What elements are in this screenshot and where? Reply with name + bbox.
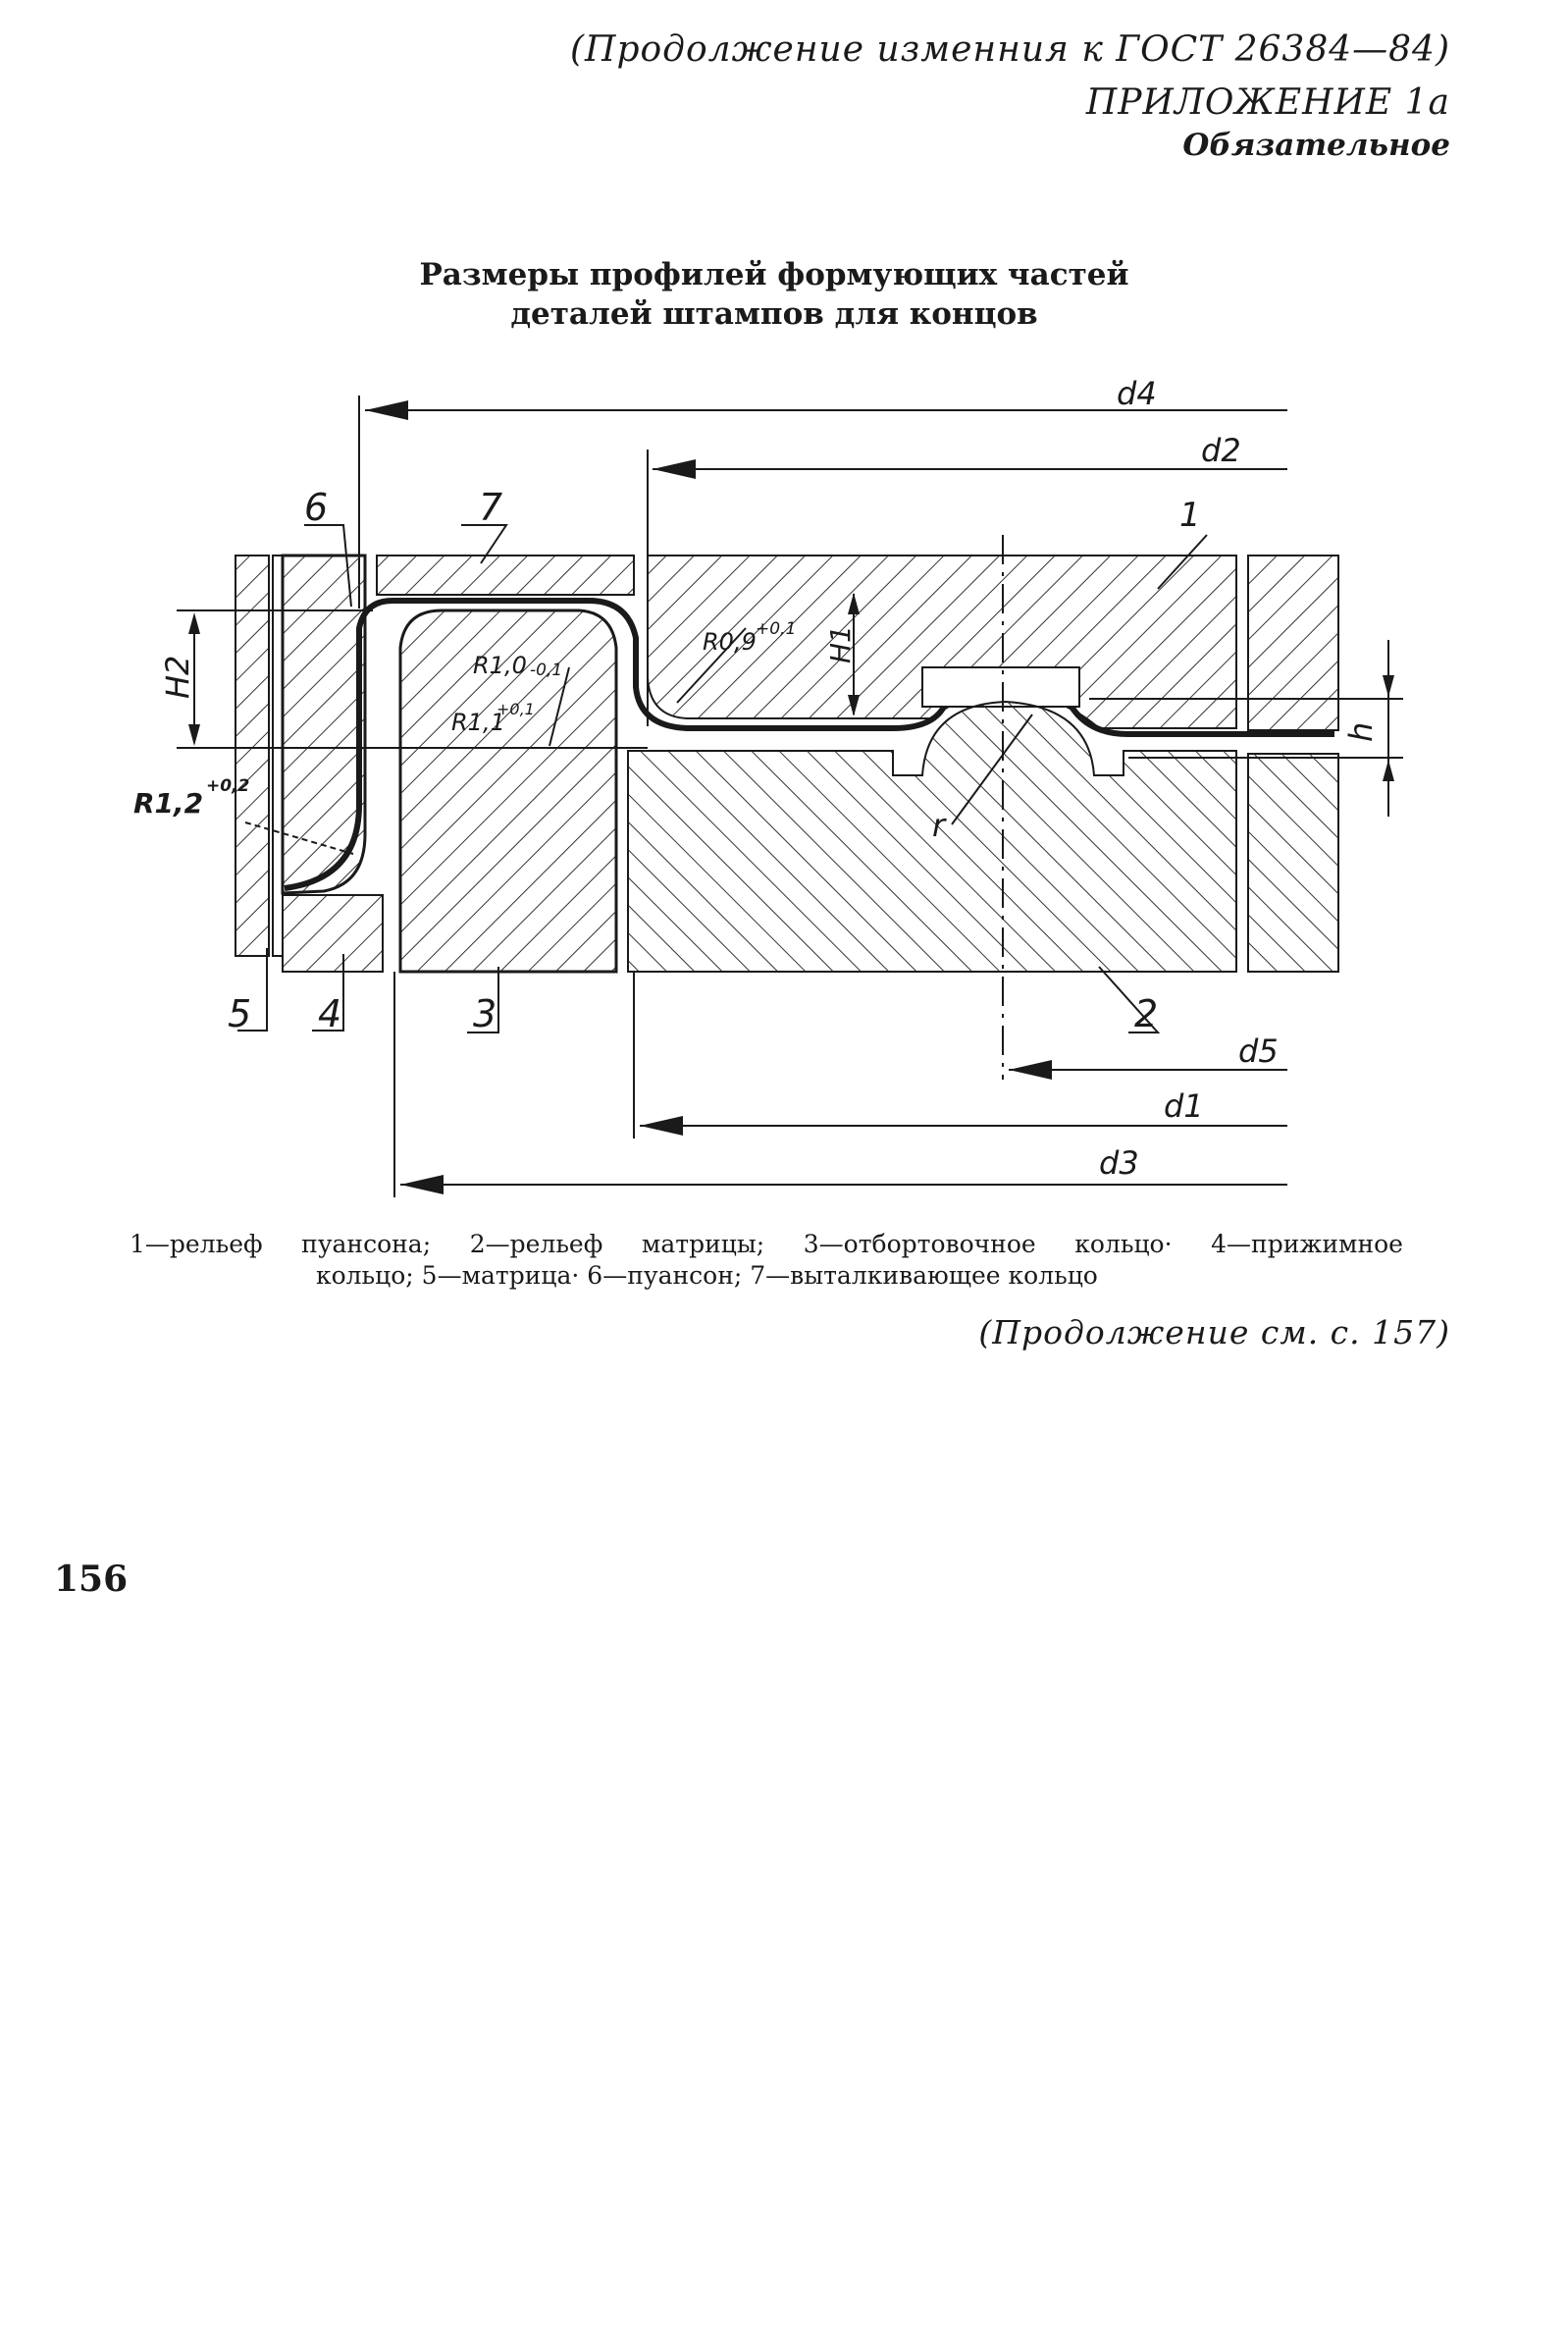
- label-d5: d5: [1238, 1032, 1279, 1070]
- label-d3: d3: [1099, 1144, 1139, 1182]
- caption-word: 3—отбортовочное: [803, 1230, 1036, 1258]
- label-d2: d2: [1201, 432, 1241, 469]
- part-label-7: 7: [479, 486, 503, 529]
- part-label-5: 5: [228, 992, 252, 1035]
- header-continuation: (Продолжение изменния к ГОСТ 26384—84): [570, 29, 1450, 70]
- part-4-pressure-ring: [283, 895, 383, 972]
- label-H1: H1: [824, 625, 857, 663]
- caption-word: матрицы;: [641, 1230, 765, 1258]
- part-label-2: 2: [1134, 992, 1159, 1035]
- part-5-matrix: [235, 556, 269, 956]
- label-r12: R1,2: [133, 787, 204, 820]
- figure-title-line2: деталей штампов для концов: [510, 296, 1038, 332]
- label-r12-tol: +0,2: [206, 776, 250, 796]
- part-label-1: 1: [1179, 496, 1201, 535]
- label-r09: R0,9: [703, 628, 757, 656]
- continuation-note: (Продолжение см. с. 157): [978, 1313, 1450, 1351]
- part-label-4: 4: [318, 992, 342, 1035]
- label-h: h: [1342, 721, 1380, 742]
- label-r09-tol: +0,1: [756, 619, 797, 639]
- label-d1: d1: [1164, 1087, 1204, 1125]
- figure-caption-line1: [130, 1230, 1403, 1258]
- figure-title-line1: Размеры профилей формующих частей: [419, 257, 1129, 292]
- page-number: 156: [54, 1559, 129, 1600]
- part-1-right-block: [1248, 556, 1338, 730]
- caption-word: 4—прижимное: [1211, 1230, 1403, 1258]
- caption-word: кольцо·: [1074, 1230, 1173, 1258]
- label-r11: R1,1: [451, 709, 505, 736]
- part-7-ejector-ring: [377, 556, 634, 595]
- part-label-3: 3: [473, 992, 497, 1035]
- label-d4: d4: [1117, 375, 1157, 412]
- label-r11-tol: +0,1: [497, 700, 535, 718]
- caption-word: пуансона;: [301, 1230, 432, 1258]
- label-r: r: [932, 807, 946, 844]
- appendix-title: ПРИЛОЖЕНИЕ 1а: [1085, 82, 1450, 123]
- figure-caption-line2: кольцо; 5—матрица· 6—пуансон; 7—выталкивающее кольцо: [316, 1261, 1098, 1290]
- label-r10-tol: -0,1: [530, 661, 563, 680]
- label-r10: R1,0: [473, 652, 527, 679]
- label-H2: H2: [159, 655, 196, 699]
- appendix-status: Обязательное: [1182, 128, 1450, 163]
- part-label-6: 6: [304, 486, 329, 529]
- caption-word: 1—рельеф: [130, 1230, 263, 1258]
- caption-word: 2—рельеф: [469, 1230, 603, 1258]
